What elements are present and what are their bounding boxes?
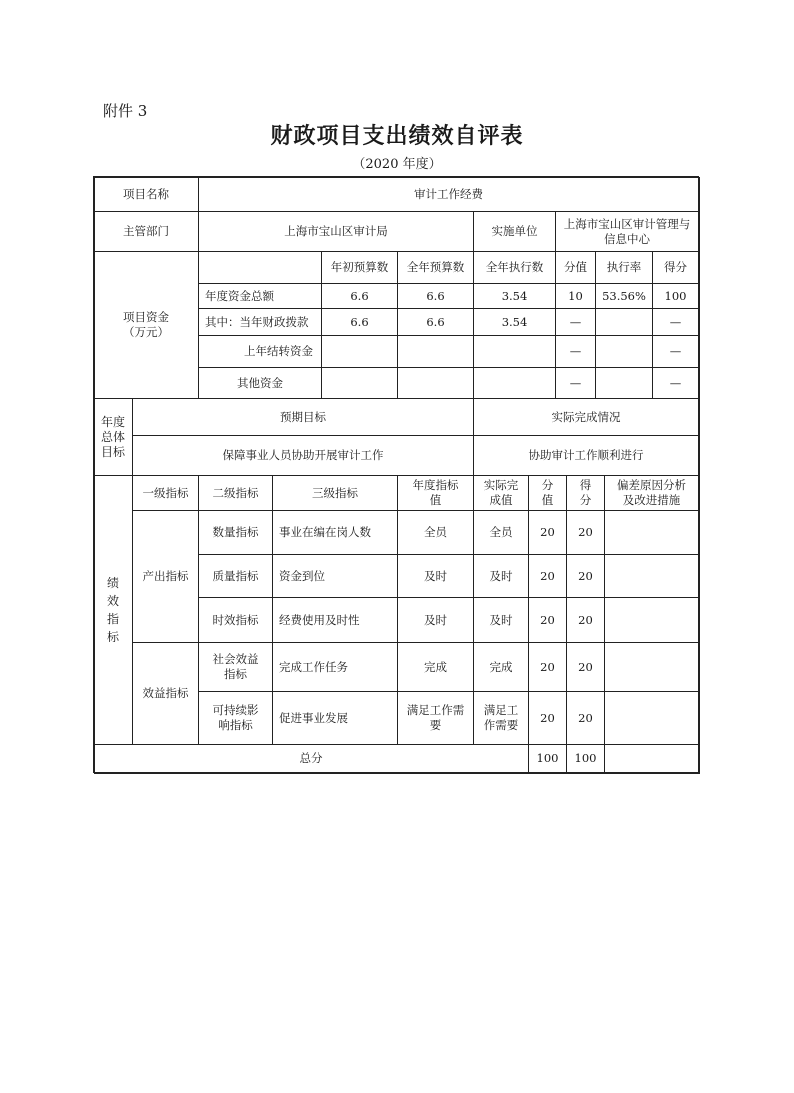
- score-value-cell: 20: [528, 554, 567, 598]
- funds-label-line1: 项目资金: [123, 310, 169, 324]
- funds-row-score-value: —: [555, 335, 596, 368]
- funds-row-executed: [473, 335, 556, 368]
- funds-row-score-value: —: [555, 308, 596, 336]
- funds-row-annual: 6.6: [397, 283, 474, 309]
- actual-cell: 及时: [473, 554, 529, 598]
- dept-value: 上海市宝山区审计局: [198, 211, 474, 252]
- total-score-value: 100: [528, 744, 567, 773]
- actual-goal-label: 实际完成情况: [473, 398, 699, 436]
- level3-cell: 事业在编在岗人数: [272, 510, 398, 555]
- funds-row-rate: [595, 308, 653, 336]
- deviation-cell: [604, 642, 699, 692]
- level3-cell: 经费使用及时性: [272, 597, 398, 643]
- header-actual: 实际完成值: [473, 475, 529, 511]
- funds-header-rate: 执行率: [595, 251, 653, 284]
- funds-row-executed: 3.54: [473, 308, 556, 336]
- funds-label: [93, 251, 199, 399]
- actual-cell: 满足工作需要: [473, 691, 529, 745]
- score-cell: 20: [566, 597, 605, 643]
- level1-output: 产出指标: [132, 510, 199, 643]
- project-name-label: 项目名称: [93, 176, 199, 212]
- header-score: 得分: [566, 475, 605, 511]
- score-value-cell: 20: [528, 510, 567, 555]
- dept-label: 主管部门: [93, 211, 199, 252]
- funds-row-rate: [595, 367, 653, 399]
- funds-row-name: 上年结转资金: [198, 335, 322, 368]
- expected-goal-value: 保障事业人员协助开展审计工作: [132, 435, 474, 476]
- funds-row-name: 年度资金总额: [198, 283, 322, 309]
- header-level1: 一级指标: [132, 475, 199, 511]
- level2-cell: 可持续影响指标: [198, 691, 273, 745]
- funds-header-initial: 年初预算数: [321, 251, 398, 284]
- funds-label-line2: （万元）: [123, 325, 169, 339]
- target-cell: 全员: [397, 510, 474, 555]
- level3-cell: 资金到位: [272, 554, 398, 598]
- level2-cell: 质量指标: [198, 554, 273, 598]
- target-cell: 及时: [397, 597, 474, 643]
- unit-label: 实施单位: [473, 211, 556, 252]
- attachment-label: 附件 3: [103, 102, 148, 120]
- funds-row-name: 其中：当年财政拨款: [198, 308, 322, 336]
- deviation-cell: [604, 691, 699, 745]
- score-value-cell: 20: [528, 691, 567, 745]
- funds-row-annual: [397, 367, 474, 399]
- target-cell: 及时: [397, 554, 474, 598]
- funds-row-annual: [397, 335, 474, 368]
- total-deviation: [604, 744, 699, 773]
- funds-header-score-value: 分值: [555, 251, 596, 284]
- deviation-cell: [604, 597, 699, 643]
- header-score-value: 分值: [528, 475, 567, 511]
- target-cell: 满足工作需要: [397, 691, 474, 745]
- total-score: 100: [566, 744, 605, 773]
- funds-row-score: —: [652, 308, 699, 336]
- level3-cell: 完成工作任务: [272, 642, 398, 692]
- unit-value: 上海市宝山区审计管理与信息中心: [555, 211, 699, 252]
- target-cell: 完成: [397, 642, 474, 692]
- actual-cell: 完成: [473, 642, 529, 692]
- score-value-cell: 20: [528, 597, 567, 643]
- expected-goal-label: 预期目标: [132, 398, 474, 436]
- funds-header-blank: [198, 251, 322, 284]
- funds-header-annual: 全年预算数: [397, 251, 474, 284]
- level2-cell: 社会效益指标: [198, 642, 273, 692]
- funds-row-initial: [321, 367, 398, 399]
- funds-row-executed: 3.54: [473, 283, 556, 309]
- deviation-cell: [604, 510, 699, 555]
- page-title: 财政项目支出绩效自评表: [270, 124, 524, 149]
- indicators-label: 绩效指标: [93, 475, 133, 745]
- score-cell: 20: [566, 510, 605, 555]
- score-value-cell: 20: [528, 642, 567, 692]
- funds-row-initial: 6.6: [321, 308, 398, 336]
- project-name-value: 审计工作经费: [198, 176, 699, 212]
- funds-row-initial: [321, 335, 398, 368]
- level2-cell: 时效指标: [198, 597, 273, 643]
- funds-row-score-value: —: [555, 367, 596, 399]
- goals-label: 年度总体目标: [93, 398, 133, 476]
- funds-row-name: 其他资金: [198, 367, 322, 399]
- header-target: 年度指标值: [397, 475, 474, 511]
- score-cell: 20: [566, 642, 605, 692]
- level2-cell: 数量指标: [198, 510, 273, 555]
- actual-cell: 及时: [473, 597, 529, 643]
- header-level2: 二级指标: [198, 475, 273, 511]
- funds-row-rate: 53.56%: [595, 283, 653, 309]
- funds-row-annual: 6.6: [397, 308, 474, 336]
- funds-header-score: 得分: [652, 251, 699, 284]
- level3-cell: 促进事业发展: [272, 691, 398, 745]
- funds-row-score: —: [652, 335, 699, 368]
- score-cell: 20: [566, 554, 605, 598]
- funds-row-rate: [595, 335, 653, 368]
- actual-cell: 全员: [473, 510, 529, 555]
- header-level3: 三级指标: [272, 475, 398, 511]
- total-label: 总分: [93, 744, 529, 773]
- funds-row-executed: [473, 367, 556, 399]
- funds-row-score: —: [652, 367, 699, 399]
- funds-row-score-value: 10: [555, 283, 596, 309]
- level1-benefit: 效益指标: [132, 642, 199, 745]
- deviation-cell: [604, 554, 699, 598]
- funds-header-executed: 全年执行数: [473, 251, 556, 284]
- funds-row-score: 100: [652, 283, 699, 309]
- actual-goal-value: 协助审计工作顺利进行: [473, 435, 699, 476]
- year-subtitle: （2020 年度）: [352, 157, 442, 172]
- funds-row-initial: 6.6: [321, 283, 398, 309]
- score-cell: 20: [566, 691, 605, 745]
- header-deviation: 偏差原因分析及改进措施: [604, 475, 699, 511]
